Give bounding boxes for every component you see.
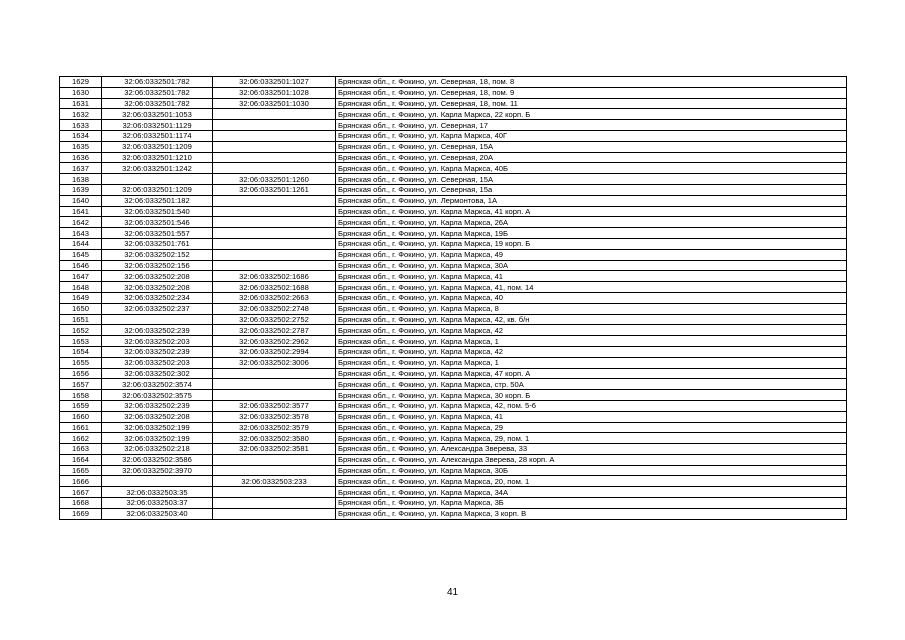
table-row — [60, 433, 847, 444]
table-row — [60, 325, 847, 336]
row-number-cell: 1653 — [60, 336, 102, 347]
object-cadastral-number-cell: 32:06:0332502:3579 — [213, 422, 336, 433]
address-cell: Брянская обл., г. Фокино, ул. Карла Маркса, 40 — [336, 292, 847, 303]
cadastral-number-cell: 32:06:0332502:237 — [102, 303, 213, 314]
address-cell: Брянская обл., г. Фокино, ул. Северная, 15а — [336, 184, 847, 195]
address-cell: Брянская обл., г. Фокино, ул. Карла Маркса, 19 корп. Б — [336, 238, 847, 249]
address-cell: Брянская обл., г. Фокино, ул. Карла Маркса, 41 — [336, 411, 847, 422]
row-number-cell: 1659 — [60, 400, 102, 411]
cadastral-number-cell: 32:06:0332502:199 — [102, 433, 213, 444]
object-cadastral-number-cell: 32:06:0332501:1261 — [213, 184, 336, 195]
row-number-cell: 1652 — [60, 325, 102, 336]
row-number-cell: 1645 — [60, 249, 102, 260]
cadastral-number-cell: 32:06:0332501:540 — [102, 206, 213, 217]
row-number-cell: 1648 — [60, 282, 102, 293]
table-row — [60, 390, 847, 401]
address-cell: Брянская обл., г. Фокино, ул. Карла Маркса, 40Б — [336, 163, 847, 174]
table-row — [60, 152, 847, 163]
cadastral-number-cell: 32:06:0332501:1209 — [102, 141, 213, 152]
object-cadastral-number-cell: 32:06:0332502:2752 — [213, 314, 336, 325]
object-cadastral-number-cell: 32:06:0332502:3581 — [213, 444, 336, 455]
cadastral-number-cell: 32:06:0332502:302 — [102, 368, 213, 379]
object-cadastral-number-cell — [213, 249, 336, 260]
object-cadastral-number-cell — [213, 465, 336, 476]
row-number-cell: 1661 — [60, 422, 102, 433]
cadastral-number-cell: 32:06:0332502:234 — [102, 292, 213, 303]
row-number-cell: 1630 — [60, 87, 102, 98]
address-cell: Брянская обл., г. Фокино, ул. Карла Маркса, 42 — [336, 325, 847, 336]
cadastral-number-cell: 32:06:0332502:203 — [102, 336, 213, 347]
object-cadastral-number-cell — [213, 152, 336, 163]
object-cadastral-number-cell — [213, 206, 336, 217]
object-cadastral-number-cell — [213, 379, 336, 390]
cadastral-number-cell: 32:06:0332502:208 — [102, 411, 213, 422]
address-cell: Брянская обл., г. Фокино, ул. Северная, 15А — [336, 141, 847, 152]
row-number-cell: 1635 — [60, 141, 102, 152]
table-row — [60, 163, 847, 174]
table-row — [60, 271, 847, 282]
table-row — [60, 476, 847, 487]
object-cadastral-number-cell: 32:06:0332502:2663 — [213, 292, 336, 303]
object-cadastral-number-cell — [213, 487, 336, 498]
cadastral-number-cell: 32:06:0332502:156 — [102, 260, 213, 271]
row-number-cell: 1657 — [60, 379, 102, 390]
cadastral-number-cell: 32:06:0332501:546 — [102, 217, 213, 228]
table-row — [60, 498, 847, 509]
table-row — [60, 109, 847, 120]
table-row — [60, 400, 847, 411]
cadastral-number-cell: 32:06:0332501:1210 — [102, 152, 213, 163]
row-number-cell: 1654 — [60, 346, 102, 357]
row-number-cell: 1642 — [60, 217, 102, 228]
address-cell: Брянская обл., г. Фокино, ул. Карла Маркса, 30А — [336, 260, 847, 271]
row-number-cell: 1637 — [60, 163, 102, 174]
address-cell: Брянская обл., г. Фокино, ул. Карла Маркса, 41 корп. А — [336, 206, 847, 217]
object-cadastral-number-cell — [213, 228, 336, 239]
row-number-cell: 1640 — [60, 195, 102, 206]
table-body — [60, 77, 847, 520]
cadastral-number-cell: 32:06:0332502:239 — [102, 346, 213, 357]
address-cell: Брянская обл., г. Фокино, ул. Александра Зверева, 33 — [336, 444, 847, 455]
row-number-cell: 1651 — [60, 314, 102, 325]
table-row — [60, 98, 847, 109]
address-cell: Брянская обл., г. Фокино, ул. Северная, 20А — [336, 152, 847, 163]
object-cadastral-number-cell: 32:06:0332501:1030 — [213, 98, 336, 109]
address-cell: Брянская обл., г. Фокино, ул. Карла Маркса, 1 — [336, 336, 847, 347]
row-number-cell: 1667 — [60, 487, 102, 498]
row-number-cell: 1665 — [60, 465, 102, 476]
object-cadastral-number-cell — [213, 195, 336, 206]
row-number-cell: 1643 — [60, 228, 102, 239]
row-number-cell: 1629 — [60, 77, 102, 88]
object-cadastral-number-cell: 32:06:0332502:3580 — [213, 433, 336, 444]
row-number-cell: 1649 — [60, 292, 102, 303]
object-cadastral-number-cell: 32:06:0332502:1686 — [213, 271, 336, 282]
address-cell: Брянская обл., г. Фокино, ул. Северная, 18, пом. 11 — [336, 98, 847, 109]
table-row — [60, 336, 847, 347]
cadastral-number-cell: 32:06:0332503:35 — [102, 487, 213, 498]
table-row — [60, 357, 847, 368]
table-row — [60, 206, 847, 217]
cadastral-number-cell: 32:06:0332502:3586 — [102, 454, 213, 465]
cadastral-number-cell: 32:06:0332502:239 — [102, 325, 213, 336]
address-cell: Брянская обл., г. Фокино, ул. Карла Маркса, 29 — [336, 422, 847, 433]
cadastral-number-cell: 32:06:0332503:37 — [102, 498, 213, 509]
address-cell: Брянская обл., г. Фокино, ул. Карла Маркса, 42, кв. б/н — [336, 314, 847, 325]
object-cadastral-number-cell: 32:06:0332502:2748 — [213, 303, 336, 314]
object-cadastral-number-cell: 32:06:0332502:1688 — [213, 282, 336, 293]
table-row — [60, 379, 847, 390]
cadastral-number-cell: 32:06:0332502:203 — [102, 357, 213, 368]
object-cadastral-number-cell — [213, 109, 336, 120]
address-cell: Брянская обл., г. Фокино, ул. Карла Маркса, 3Б — [336, 498, 847, 509]
object-cadastral-number-cell — [213, 390, 336, 401]
object-cadastral-number-cell — [213, 217, 336, 228]
table-row — [60, 444, 847, 455]
row-number-cell: 1639 — [60, 184, 102, 195]
object-cadastral-number-cell — [213, 163, 336, 174]
address-cell: Брянская обл., г. Фокино, ул. Карла Маркса, 30 корп. Б — [336, 390, 847, 401]
object-cadastral-number-cell: 32:06:0332502:3577 — [213, 400, 336, 411]
object-cadastral-number-cell — [213, 130, 336, 141]
object-cadastral-number-cell: 32:06:0332501:1260 — [213, 174, 336, 185]
table-row — [60, 217, 847, 228]
address-cell: Брянская обл., г. Фокино, ул. Северная, 18, пом. 8 — [336, 77, 847, 88]
cadastral-number-cell: 32:06:0332501:761 — [102, 238, 213, 249]
cadastral-number-cell: 32:06:0332501:1242 — [102, 163, 213, 174]
row-number-cell: 1636 — [60, 152, 102, 163]
object-cadastral-number-cell: 32:06:0332502:3006 — [213, 357, 336, 368]
table-row — [60, 411, 847, 422]
address-cell: Брянская обл., г. Фокино, ул. Карла Маркса, 1 — [336, 357, 847, 368]
cadastral-number-cell: 32:06:0332502:3574 — [102, 379, 213, 390]
cadastral-number-cell: 32:06:0332502:239 — [102, 400, 213, 411]
object-cadastral-number-cell — [213, 141, 336, 152]
address-cell: Брянская обл., г. Фокино, ул. Северная, 18, пом. 9 — [336, 87, 847, 98]
table-row — [60, 184, 847, 195]
cadastral-number-cell: 32:06:0332501:1129 — [102, 120, 213, 131]
row-number-cell: 1644 — [60, 238, 102, 249]
table-row — [60, 465, 847, 476]
table-row — [60, 130, 847, 141]
table-row — [60, 454, 847, 465]
row-number-cell: 1650 — [60, 303, 102, 314]
row-number-cell: 1641 — [60, 206, 102, 217]
address-cell: Брянская обл., г. Фокино, ул. Карла Маркса, 34А — [336, 487, 847, 498]
address-cell: Брянская обл., г. Фокино, ул. Карла Маркса, 26А — [336, 217, 847, 228]
row-number-cell: 1664 — [60, 454, 102, 465]
object-cadastral-number-cell — [213, 238, 336, 249]
cadastral-number-cell: 32:06:0332501:1053 — [102, 109, 213, 120]
row-number-cell: 1660 — [60, 411, 102, 422]
object-cadastral-number-cell: 32:06:0332502:2962 — [213, 336, 336, 347]
table-row — [60, 368, 847, 379]
object-cadastral-number-cell — [213, 260, 336, 271]
address-cell: Брянская обл., г. Фокино, ул. Карла Маркса, 41 — [336, 271, 847, 282]
address-cell: Брянская обл., г. Фокино, ул. Александра Зверева, 28 корп. А — [336, 454, 847, 465]
cadastral-number-cell — [102, 314, 213, 325]
table-row — [60, 77, 847, 88]
cadastral-number-cell: 32:06:0332502:3970 — [102, 465, 213, 476]
row-number-cell: 1631 — [60, 98, 102, 109]
address-cell: Брянская обл., г. Фокино, ул. Карла Маркса, 30Б — [336, 465, 847, 476]
address-cell: Брянская обл., г. Фокино, ул. Карла Маркса, 41, пом. 14 — [336, 282, 847, 293]
object-cadastral-number-cell: 32:06:0332501:1028 — [213, 87, 336, 98]
table-row — [60, 422, 847, 433]
address-cell: Брянская обл., г. Фокино, ул. Карла Маркса, 42 — [336, 346, 847, 357]
row-number-cell: 1638 — [60, 174, 102, 185]
cadastral-number-cell: 32:06:0332501:1209 — [102, 184, 213, 195]
row-number-cell: 1656 — [60, 368, 102, 379]
table-row — [60, 282, 847, 293]
row-number-cell: 1647 — [60, 271, 102, 282]
object-cadastral-number-cell — [213, 498, 336, 509]
table-row — [60, 260, 847, 271]
table-row — [60, 141, 847, 152]
address-cell: Брянская обл., г. Фокино, ул. Северная, 17 — [336, 120, 847, 131]
cadastral-table — [59, 76, 847, 520]
table-row — [60, 87, 847, 98]
row-number-cell: 1662 — [60, 433, 102, 444]
object-cadastral-number-cell — [213, 508, 336, 519]
cadastral-number-cell: 32:06:0332502:199 — [102, 422, 213, 433]
address-cell: Брянская обл., г. Фокино, ул. Карла Маркса, 19Б — [336, 228, 847, 239]
cadastral-number-cell: 32:06:0332501:782 — [102, 87, 213, 98]
row-number-cell: 1663 — [60, 444, 102, 455]
address-cell: Брянская обл., г. Фокино, ул. Карла Маркса, 49 — [336, 249, 847, 260]
cadastral-number-cell: 32:06:0332502:152 — [102, 249, 213, 260]
address-cell: Брянская обл., г. Фокино, ул. Карла Маркса, 47 корп. А — [336, 368, 847, 379]
address-cell: Брянская обл., г. Фокино, ул. Карла Маркса, 20, пом. 1 — [336, 476, 847, 487]
cadastral-number-cell: 32:06:0332502:3575 — [102, 390, 213, 401]
cadastral-number-cell — [102, 476, 213, 487]
table-row — [60, 238, 847, 249]
address-cell: Брянская обл., г. Фокино, ул. Карла Маркса, 22 корп. Б — [336, 109, 847, 120]
row-number-cell: 1666 — [60, 476, 102, 487]
row-number-cell: 1669 — [60, 508, 102, 519]
address-cell: Брянская обл., г. Фокино, ул. Карла Маркса, 8 — [336, 303, 847, 314]
row-number-cell: 1655 — [60, 357, 102, 368]
cadastral-number-cell: 32:06:0332502:218 — [102, 444, 213, 455]
address-cell: Брянская обл., г. Фокино, ул. Карла Маркса, 3 корп. В — [336, 508, 847, 519]
object-cadastral-number-cell: 32:06:0332503:233 — [213, 476, 336, 487]
cadastral-number-cell: 32:06:0332502:208 — [102, 271, 213, 282]
cadastral-number-cell: 32:06:0332501:1174 — [102, 130, 213, 141]
cadastral-number-cell: 32:06:0332501:782 — [102, 77, 213, 88]
cadastral-number-cell: 32:06:0332501:782 — [102, 98, 213, 109]
object-cadastral-number-cell — [213, 120, 336, 131]
address-cell: Брянская обл., г. Фокино, ул. Карла Маркса, 29, пом. 1 — [336, 433, 847, 444]
object-cadastral-number-cell: 32:06:0332501:1027 — [213, 77, 336, 88]
cadastral-number-cell: 32:06:0332501:557 — [102, 228, 213, 239]
cadastral-number-cell — [102, 174, 213, 185]
table-row — [60, 249, 847, 260]
table-row — [60, 228, 847, 239]
table-row — [60, 508, 847, 519]
row-number-cell: 1633 — [60, 120, 102, 131]
table-row — [60, 195, 847, 206]
table-row — [60, 174, 847, 185]
row-number-cell: 1632 — [60, 109, 102, 120]
object-cadastral-number-cell: 32:06:0332502:2994 — [213, 346, 336, 357]
row-number-cell: 1646 — [60, 260, 102, 271]
address-cell: Брянская обл., г. Фокино, ул. Карла Маркса, 40Г — [336, 130, 847, 141]
address-cell: Брянская обл., г. Фокино, ул. Лермонтова, 1А — [336, 195, 847, 206]
cadastral-number-cell: 32:06:0332503:40 — [102, 508, 213, 519]
table-row — [60, 303, 847, 314]
table-row — [60, 314, 847, 325]
table-row — [60, 120, 847, 131]
row-number-cell: 1668 — [60, 498, 102, 509]
object-cadastral-number-cell — [213, 454, 336, 465]
address-cell: Брянская обл., г. Фокино, ул. Северная, 15А — [336, 174, 847, 185]
address-cell: Брянская обл., г. Фокино, ул. Карла Маркса, стр. 50А — [336, 379, 847, 390]
cadastral-number-cell: 32:06:0332502:208 — [102, 282, 213, 293]
cadastral-number-cell: 32:06:0332501:182 — [102, 195, 213, 206]
object-cadastral-number-cell: 32:06:0332502:3578 — [213, 411, 336, 422]
object-cadastral-number-cell — [213, 368, 336, 379]
row-number-cell: 1634 — [60, 130, 102, 141]
row-number-cell: 1658 — [60, 390, 102, 401]
table-row — [60, 487, 847, 498]
table-row — [60, 292, 847, 303]
page-number: 41 — [446, 587, 459, 598]
table-row — [60, 346, 847, 357]
address-cell: Брянская обл., г. Фокино, ул. Карла Маркса, 42, пом. 5-6 — [336, 400, 847, 411]
object-cadastral-number-cell: 32:06:0332502:2787 — [213, 325, 336, 336]
